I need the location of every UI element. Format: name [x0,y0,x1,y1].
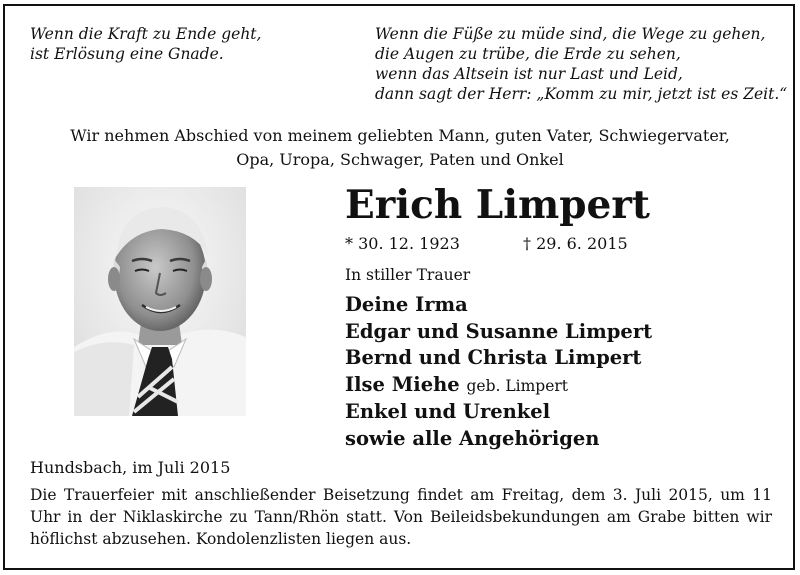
death-date: † 29. 6. 2015 [523,234,628,253]
birth-date: * 30. 12. 1923 [345,234,460,253]
deceased-name: Erich Limpert [345,182,650,228]
intro-line: Wir nehmen Abschied von meinem geliebten Mann, guten Vater, Schwiegervater, [70,126,730,145]
poem-line: dann sagt der Herr: „Komm zu mir, jetzt ist es Zeit.“ [375,85,788,103]
poem-line: die Augen zu trübe, die Erde zu sehen, [375,45,681,63]
intro-text [0,124,800,172]
funeral-info: Die Trauerfeier mit anschließender Beisetzung findet am Freitag, dem 3. Juli 2015, um 11 Uhr in der Niklaskirche zu Tann/Rhön statt. Von Beileidsbekundungen am Grabe bitten wir höflichst abzusehen. Kondolenzlisten liegen aus. [30,486,772,548]
mourner-line: Deine Irma [345,293,468,316]
place-date: Hundsbach, im Juli 2015 [30,458,231,477]
mourner-line: sowie alle Angehörigen [345,426,600,450]
mourner-line [345,372,652,400]
poem-line: wenn das Altsein ist nur Last und Leid, [375,65,683,83]
mourning-label: In stiller Trauer [345,266,471,284]
mourner-line: Edgar und Susanne Limpert [345,319,653,343]
portrait-photo [74,187,246,416]
maiden-name: geb. Limpert [466,376,569,395]
mourner-line: Bernd und Christa Limpert [345,346,642,370]
mourner-line: Enkel und Urenkel [345,400,551,424]
poem-left [30,24,261,64]
mourner-name: Ilse Miehe [345,372,460,396]
intro-line: Opa, Uropa, Schwager, Paten und Onkel [236,150,564,169]
poem-line: Wenn die Kraft zu Ende geht, [30,25,262,43]
poem-line: ist Erlösung eine Gnade. [30,45,224,63]
mourners-list [345,292,652,453]
poem-right [375,24,787,104]
poem-line: Wenn die Füße zu müde sind, die Wege zu gehen, [375,25,766,43]
